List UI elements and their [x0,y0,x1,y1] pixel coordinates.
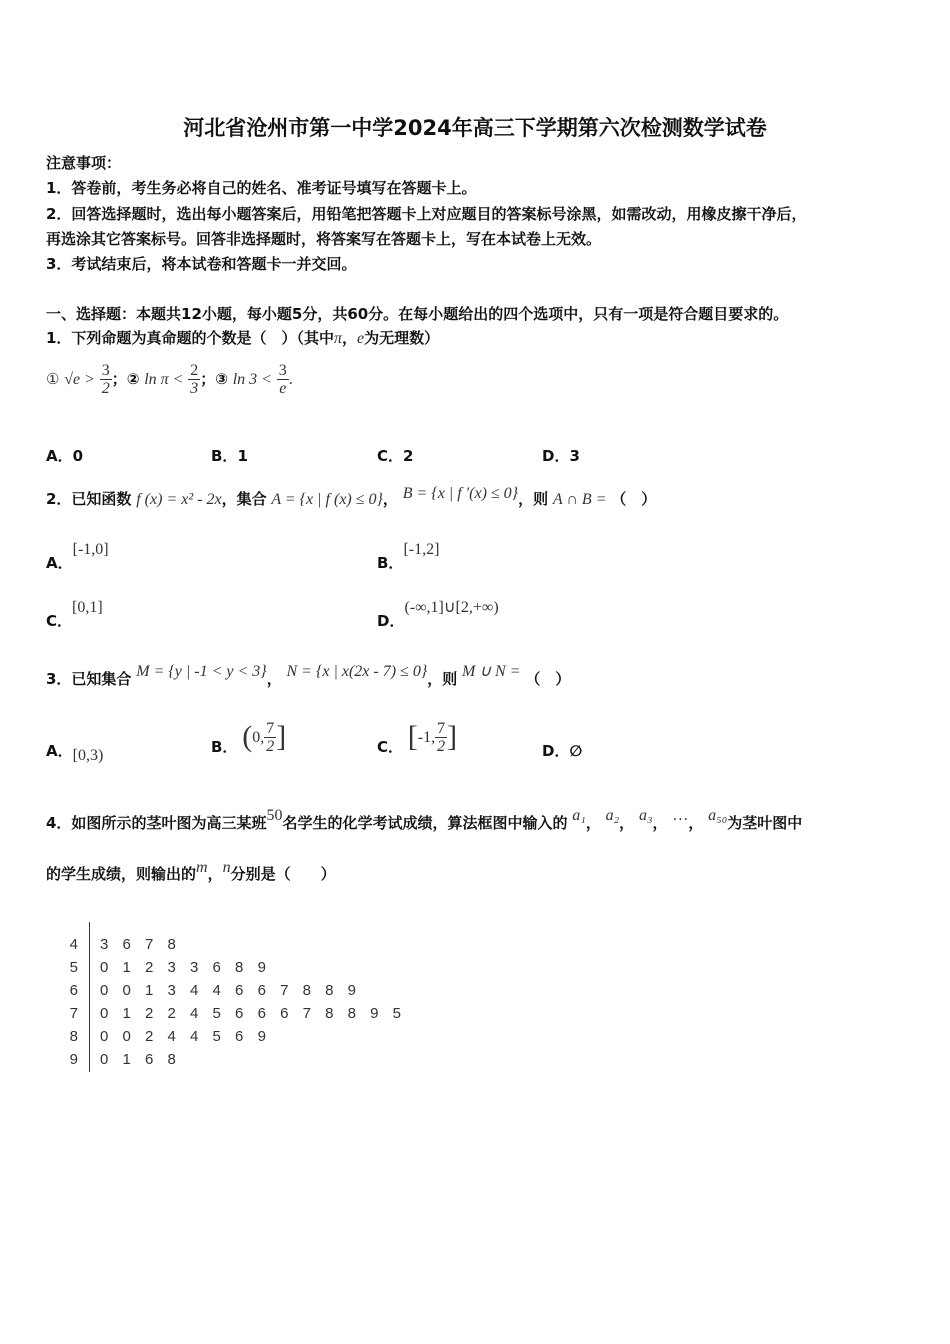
stem-leaf-plot: 4 3 6 7 8 5 0 1 2 3 3 6 8 9 6 0 0 1 3 4 4 6 6 7 8 8 9 7 0 1 2 2 4 5 6 6 6 7 8 8 9 5 8 0 0 2 4 4 5 6 9 9 0 1 6 8 [0,930,420,1075]
option-b[interactable]: B．1 [211,447,248,465]
question-1-stem: 1．下列命题为真命题的个数是（ ）（其中π，e为无理数） [46,329,440,347]
section-heading: 一、选择题：本题共12小题，每小题5分，共60分。在每小题给出的四个选项中，只有一项是符合题目要求的。 [46,305,789,323]
fraction: $\frac{2}{3}$ [190,362,199,397]
notice-item: 再选涂其它答案标号。回答非选择题时，将答案写在答题卡上，写在本试卷上无效。 [46,230,602,248]
option-a[interactable]: A．[0,3) [46,742,104,764]
fraction: $\frac{3}{2}$ [101,362,110,397]
notice-item: 2．回答选择题时，选出每小题答案后，用铅笔把答题卡上对应题目的答案标号涂黑，如需改动，用橡皮擦干净后， [46,205,807,223]
fraction: $\frac{3}{e}$ [278,362,287,397]
option-b[interactable]: B． (0, $\frac{7}{2}$ ] [211,720,287,756]
option-c[interactable]: C．[0,1] [46,599,103,630]
option-d[interactable]: D．3 [542,447,580,465]
question-3-stem: 3．已知集合 M = {y | -1 < y < 3}， N = {x | x(2x - 7) ≤ 0}，则 M ∪ N = （ ） [46,663,571,688]
option-a[interactable]: A．[-1,0] [46,541,109,572]
notice-item: 3．考试结束后，将本试卷和答题卡一并交回。 [46,255,357,273]
stem-divider [89,922,90,1072]
fraction: $\frac{7}{2}$ [266,720,275,755]
question-4-stem-line2: 的学生成绩，则输出的m，n分别是（ ） [46,859,336,883]
option-b[interactable]: B．[-1,2] [377,541,440,572]
question-1-propositions: ① √e > $\frac{3}{2}$ ；② ln π < $\frac{2}{3}$ ；③ ln 3 < $\frac{3}{e}$ . [46,362,293,397]
question-4-stem: 4．如图所示的茎叶图为高三某班50名学生的化学考试成绩，算法框图中输入的 a₁， a₂， a₃， …， a₅₀为茎叶图中 [46,807,803,832]
option-a[interactable]: A．0 [46,447,84,465]
option-c[interactable]: C．2 [377,447,414,465]
page-title: 河北省沧州市第一中学2024年高三下学期第六次检测数学试卷 [183,116,767,140]
option-c[interactable]: C． [-1, $\frac{7}{2}$ ] [377,720,458,756]
notice-item: 1．答卷前，考生务必将自己的姓名、准考证号填写在答题卡上。 [46,179,477,197]
fraction: $\frac{7}{2}$ [437,720,446,755]
option-d[interactable]: D．(-∞,1]∪[2,+∞) [377,599,499,630]
option-d[interactable]: D．∅ [542,742,583,760]
question-2-stem: 2．已知函数 f (x) = x² - 2x，集合 A = {x | f (x) ≤ 0}， B = {x | f ′(x) ≤ 0}，则 A ∩ B = （ ） [46,485,657,508]
notice-heading: 注意事项： [46,154,122,172]
